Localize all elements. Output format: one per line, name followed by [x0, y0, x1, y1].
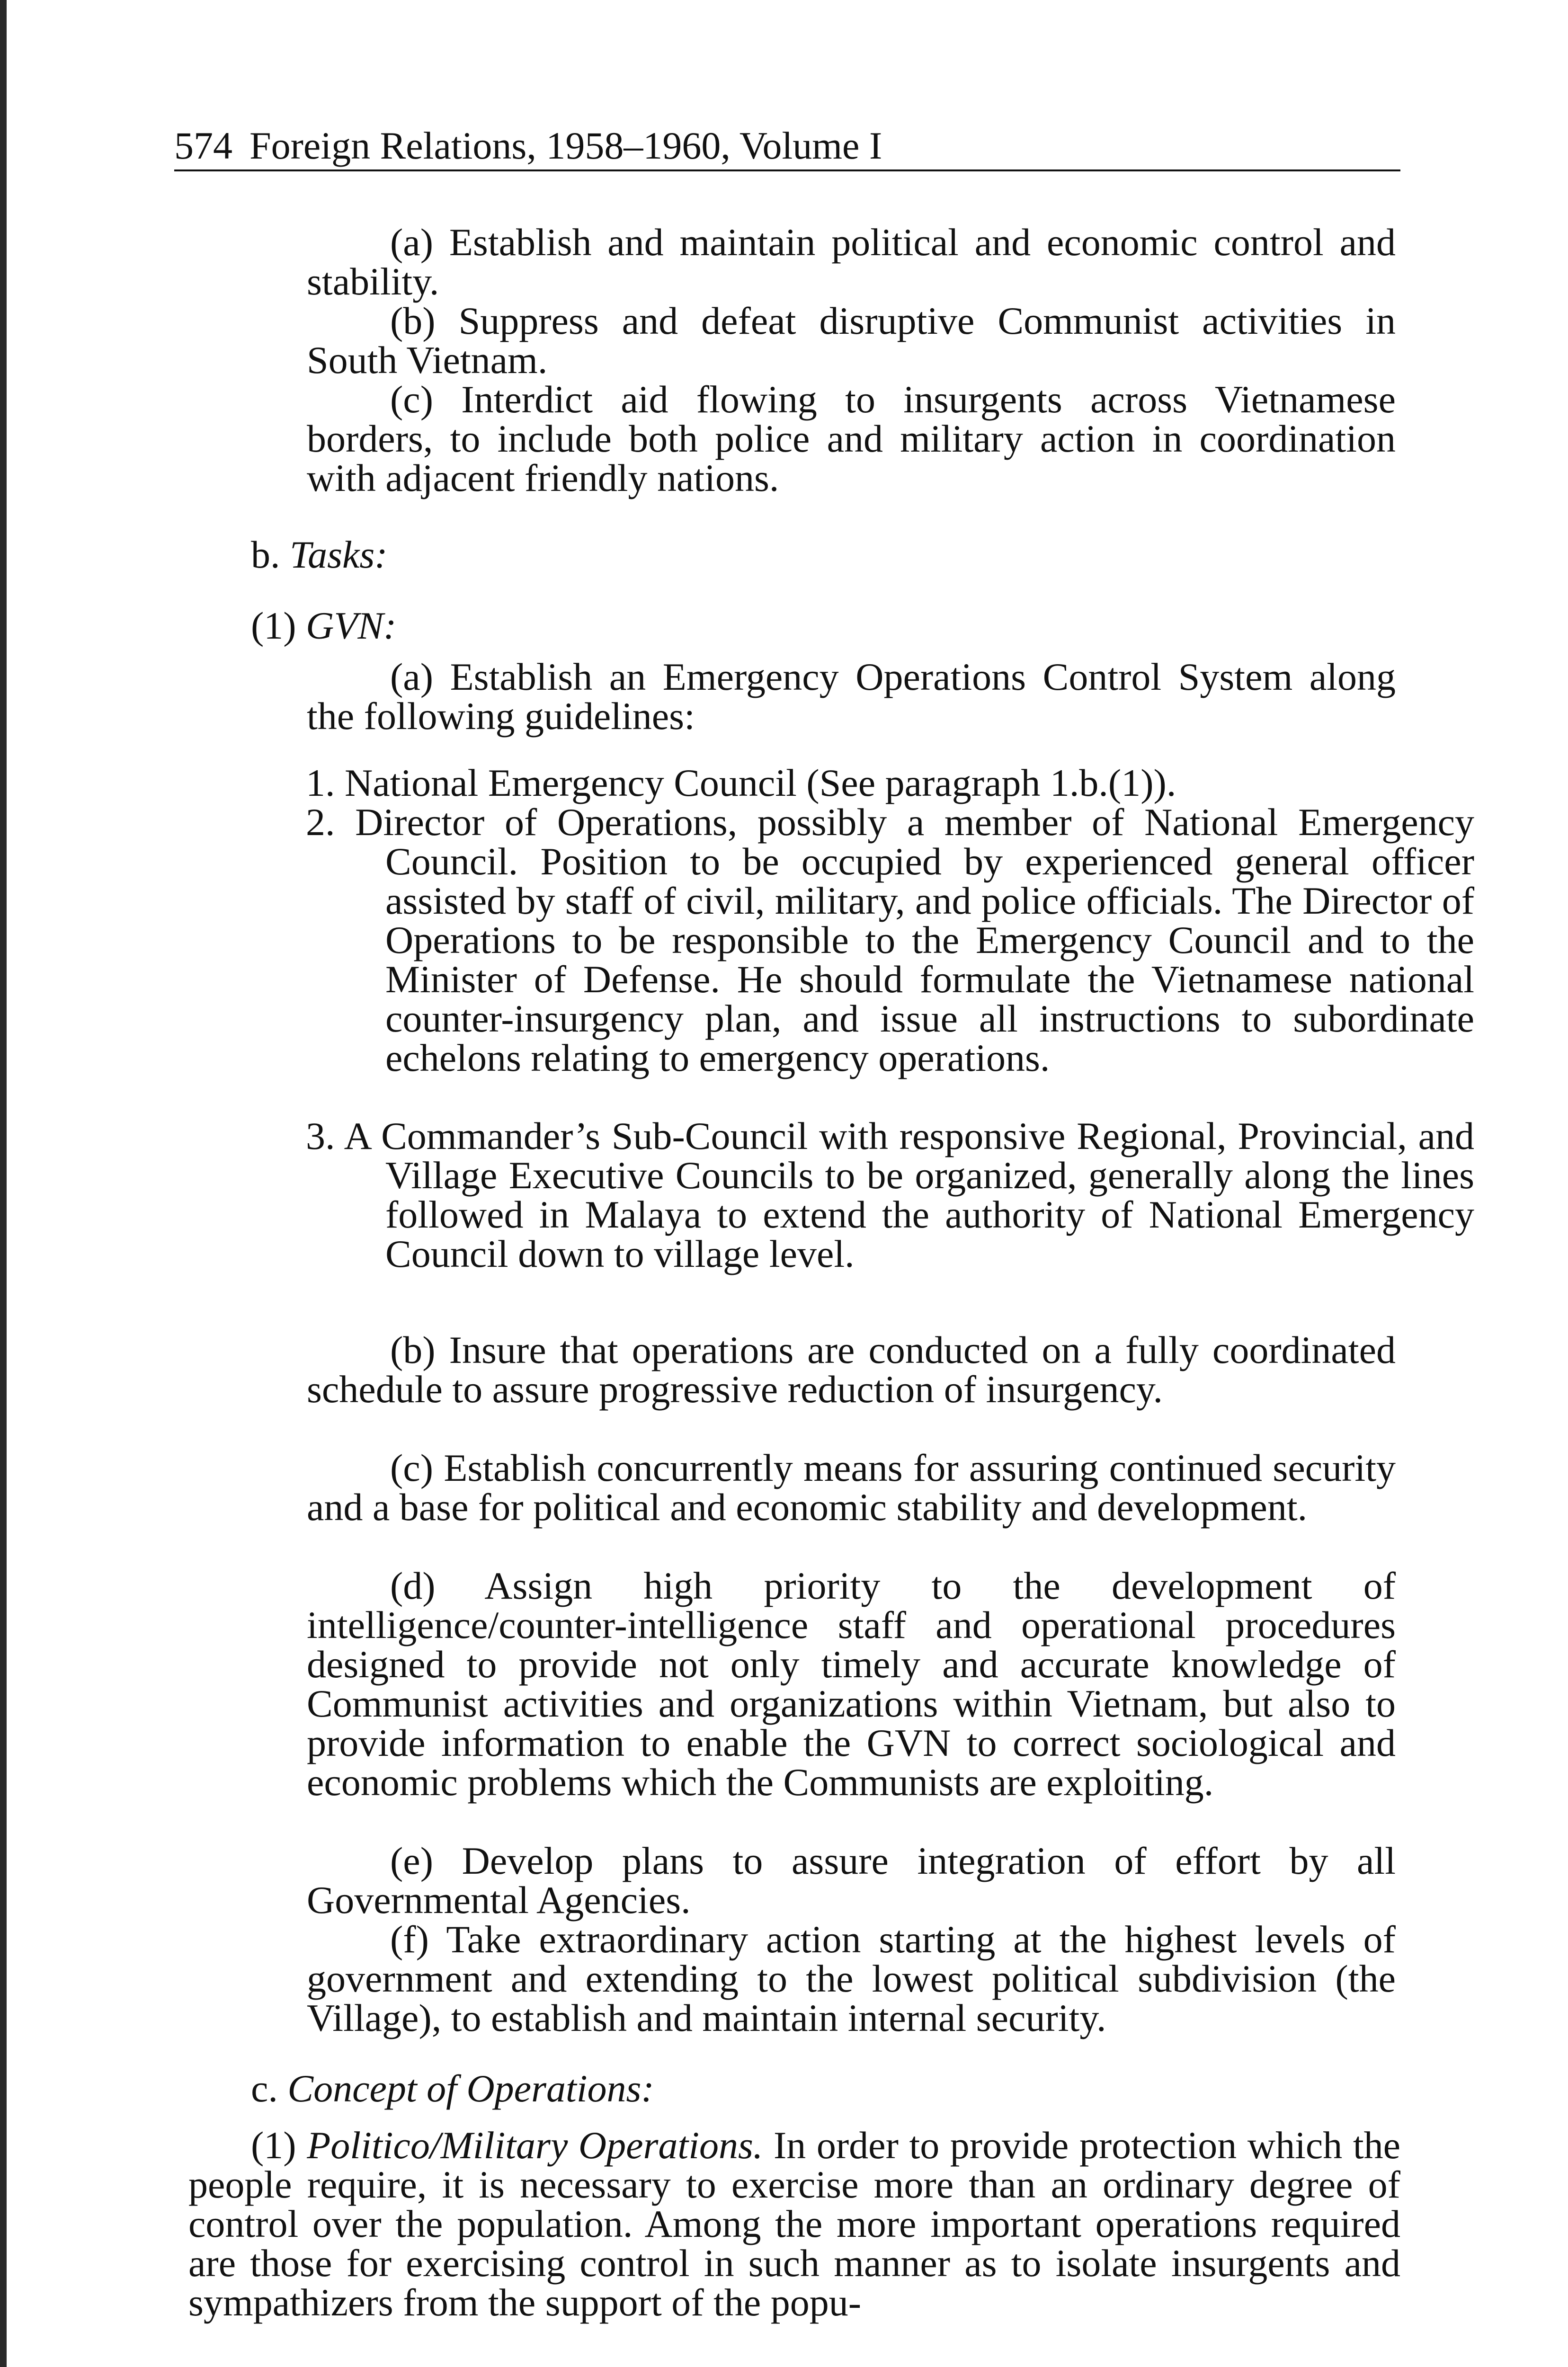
guideline-2: [306, 802, 1474, 1077]
task-b-text: (b) Insure that operations are conducted on a fully coordinated schedule to assure progressive reduction of insurgency.: [307, 1328, 1396, 1411]
concept-heading-prefix: c.: [251, 2067, 278, 2110]
objective-a: [307, 222, 1396, 301]
task-a: [307, 657, 1396, 736]
concept-heading-label: Concept of Operations:: [287, 2067, 654, 2110]
concept-p1-prefix: (1): [251, 2124, 296, 2167]
task-c: [307, 1448, 1396, 1527]
objective-b-text: (b) Suppress and defeat disruptive Communist activities in South Vietnam.: [307, 299, 1396, 382]
task-e-text: (e) Develop plans to assure integration of effort by all Governmental Agencies.: [307, 1839, 1396, 1922]
task-d-text: (d) Assign high priority to the development of intelligence/counter-intelligence staff and operational procedures designed to provide not only timely and accurate knowledge of Communist activities and organizations within Vietnam, but also to provide information to enable the GVN to correct sociological and economic problems which the Communists are exploiting.: [307, 1564, 1396, 1804]
task-f-text: (f) Take extraordinary action starting at the highest levels of government and extending to the lowest political subdivision (the Village), to establish and maintain internal security.: [307, 1918, 1396, 2039]
guideline-2-text: 2. Director of Operations, possibly a member of National Emergency Council. Position to be occupied by experienced general officer assisted by staff of civil, military, and police officials. The Director of Operations to be responsible to the Emergency Council and to the Minister of Defense. He should formulate the Vietnamese national counter-insurgency plan, and issue all instructions to subordinate echelons relating to emergency operations.: [306, 801, 1474, 1079]
scan-edge: [0, 0, 7, 2367]
tasks-heading-prefix: b.: [251, 533, 280, 576]
gvn-heading: [251, 606, 396, 645]
task-d: [307, 1566, 1396, 1802]
guideline-3: [306, 1116, 1474, 1273]
gvn-heading-label: GVN:: [306, 604, 397, 647]
objective-a-text: (a) Establish and maintain political and economic control and stability.: [307, 221, 1396, 303]
task-b: [307, 1330, 1396, 1409]
task-c-text: (c) Establish concurrently means for assuring continued security and a base for political and economic stability and development.: [307, 1446, 1396, 1529]
concept-p1-text: In order to provide protection which the people require, it is necessary to exercise more than an ordinary degree of control over the population. Among the more important operations required are those for exercising control in such manner as to isolate insurgents and sympathizers from the support of the popu-: [188, 2124, 1401, 2324]
task-e: [307, 1841, 1396, 1920]
tasks-heading-label: Tasks:: [290, 533, 388, 576]
concept-heading: [251, 2069, 654, 2108]
volume-title: Foreign Relations, 1958–1960, Volume I: [249, 124, 882, 167]
gvn-heading-prefix: (1): [251, 604, 296, 647]
guideline-3-text: 3. A Commander’s Sub-Council with responsive Regional, Provincial, and Village Executive Councils to be organized, generally along the lines followed in Malaya to extend the authority of National Emergency Council down to village level.: [306, 1114, 1474, 1275]
concept-paragraph-1: [188, 2126, 1400, 2322]
guideline-1: [306, 763, 1474, 802]
tasks-heading: [251, 535, 388, 574]
task-f: [307, 1920, 1396, 2038]
running-header: [174, 122, 1400, 171]
objective-c: [307, 380, 1396, 498]
task-a-text: (a) Establish an Emergency Operations Control System along the following guidelines:: [307, 655, 1396, 738]
objective-c-text: (c) Interdict aid flowing to insurgents across Vietnamese borders, to include both police and military action in coordination with adjacent friendly nations.: [307, 378, 1396, 499]
objective-b: [307, 301, 1396, 380]
concept-p1-label: Politico/Military Operations.: [307, 2124, 763, 2167]
guideline-1-text: 1. National Emergency Council (See paragraph 1.b.(1)).: [306, 761, 1176, 804]
page-number: 574: [174, 124, 232, 167]
